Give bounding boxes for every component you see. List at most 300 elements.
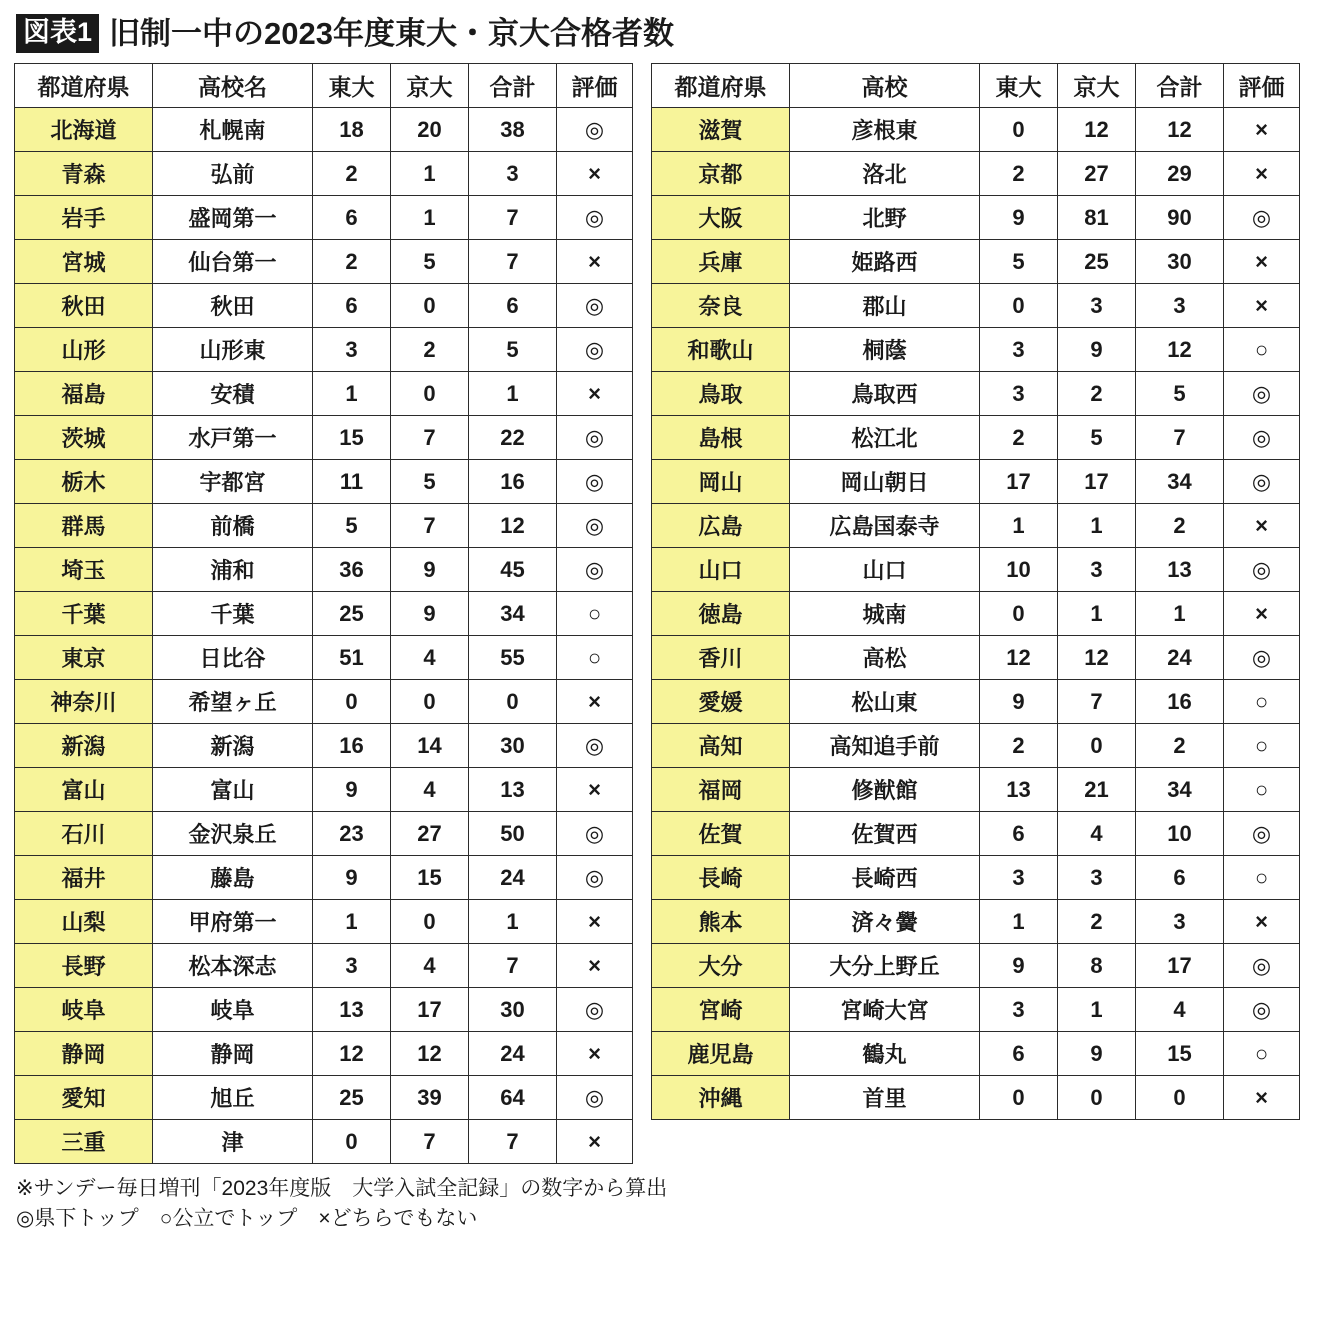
cell-school: 宇都宮 (153, 460, 313, 504)
cell-school: 城南 (790, 592, 980, 636)
cell-total: 12 (1136, 328, 1224, 372)
cell-todai: 0 (980, 108, 1058, 152)
table-row (652, 548, 1300, 592)
cell-total: 0 (469, 680, 557, 724)
cell-kyodai: 0 (1058, 724, 1136, 768)
cell-kyodai: 7 (391, 1120, 469, 1164)
cell-school: 大分上野丘 (790, 944, 980, 988)
cell-kyodai: 2 (1058, 372, 1136, 416)
cell-kyodai: 4 (391, 636, 469, 680)
cell-total: 24 (1136, 636, 1224, 680)
cell-rating: × (557, 944, 633, 988)
table-row (652, 768, 1300, 812)
table-row (15, 108, 633, 152)
cell-todai: 15 (313, 416, 391, 460)
cell-rating: ◎ (1224, 812, 1300, 856)
table-row (652, 944, 1300, 988)
cell-rating: × (1224, 152, 1300, 196)
cell-kyodai: 0 (391, 680, 469, 724)
cell-rating: ◎ (1224, 988, 1300, 1032)
cell-school: 首里 (790, 1076, 980, 1120)
cell-todai: 2 (980, 724, 1058, 768)
cell-school: 洛北 (790, 152, 980, 196)
table-row (15, 768, 633, 812)
cell-rating: × (1224, 504, 1300, 548)
table-row (652, 636, 1300, 680)
cell-prefecture: 北海道 (15, 108, 153, 152)
cell-rating: ○ (1224, 856, 1300, 900)
cell-todai: 0 (980, 284, 1058, 328)
cell-kyodai: 17 (1058, 460, 1136, 504)
footnotes (16, 1174, 1326, 1235)
column-header-rating: 評価 (1224, 64, 1300, 108)
table-header-row (652, 64, 1300, 108)
cell-prefecture: 千葉 (15, 592, 153, 636)
column-header-total: 合計 (1136, 64, 1224, 108)
cell-school: 高松 (790, 636, 980, 680)
cell-total: 24 (469, 856, 557, 900)
cell-rating: × (1224, 240, 1300, 284)
cell-kyodai: 2 (391, 328, 469, 372)
cell-total: 45 (469, 548, 557, 592)
table-row (652, 504, 1300, 548)
cell-todai: 6 (980, 812, 1058, 856)
cell-todai: 12 (313, 1032, 391, 1076)
cell-school: 仙台第一 (153, 240, 313, 284)
cell-prefecture: 福井 (15, 856, 153, 900)
cell-prefecture: 福島 (15, 372, 153, 416)
cell-rating: ○ (1224, 328, 1300, 372)
table-row (652, 1076, 1300, 1120)
table-row (15, 592, 633, 636)
table-row (15, 1032, 633, 1076)
table-row (15, 900, 633, 944)
table-row (15, 812, 633, 856)
cell-school: 安積 (153, 372, 313, 416)
cell-kyodai: 9 (391, 592, 469, 636)
cell-rating: ◎ (557, 196, 633, 240)
cell-prefecture: 広島 (652, 504, 790, 548)
cell-todai: 3 (980, 372, 1058, 416)
table-row (15, 284, 633, 328)
cell-kyodai: 0 (391, 284, 469, 328)
cell-kyodai: 9 (1058, 1032, 1136, 1076)
column-header-school: 高校名 (153, 64, 313, 108)
cell-todai: 13 (980, 768, 1058, 812)
cell-rating: ○ (557, 592, 633, 636)
cell-school: 松山東 (790, 680, 980, 724)
cell-school: 津 (153, 1120, 313, 1164)
column-header-prefecture: 都道府県 (652, 64, 790, 108)
cell-todai: 5 (980, 240, 1058, 284)
cell-rating: ○ (1224, 680, 1300, 724)
cell-total: 1 (1136, 592, 1224, 636)
cell-prefecture: 群馬 (15, 504, 153, 548)
cell-todai: 3 (313, 328, 391, 372)
cell-rating: ◎ (1224, 460, 1300, 504)
cell-kyodai: 1 (1058, 592, 1136, 636)
cell-rating: ◎ (557, 416, 633, 460)
table-row (652, 680, 1300, 724)
cell-prefecture: 青森 (15, 152, 153, 196)
cell-total: 6 (469, 284, 557, 328)
cell-rating: × (1224, 284, 1300, 328)
cell-school: 水戸第一 (153, 416, 313, 460)
cell-kyodai: 9 (391, 548, 469, 592)
cell-school: 北野 (790, 196, 980, 240)
cell-kyodai: 2 (1058, 900, 1136, 944)
cell-todai: 9 (313, 856, 391, 900)
cell-school: 秋田 (153, 284, 313, 328)
cell-kyodai: 21 (1058, 768, 1136, 812)
cell-kyodai: 5 (391, 460, 469, 504)
cell-rating: × (557, 1120, 633, 1164)
table-row (15, 196, 633, 240)
page-title: 旧制一中の2023年度東大・京大合格者数 (109, 16, 674, 51)
cell-todai: 6 (980, 1032, 1058, 1076)
cell-rating: × (557, 152, 633, 196)
cell-todai: 18 (313, 108, 391, 152)
cell-todai: 36 (313, 548, 391, 592)
cell-total: 16 (1136, 680, 1224, 724)
cell-school: 済々黌 (790, 900, 980, 944)
cell-prefecture: 茨城 (15, 416, 153, 460)
cell-total: 29 (1136, 152, 1224, 196)
table-row (652, 108, 1300, 152)
column-header-kyodai: 京大 (391, 64, 469, 108)
cell-school: 松本深志 (153, 944, 313, 988)
table-row (652, 856, 1300, 900)
cell-school: 山口 (790, 548, 980, 592)
column-header-kyodai: 京大 (1058, 64, 1136, 108)
cell-rating: ○ (557, 636, 633, 680)
cell-total: 38 (469, 108, 557, 152)
cell-total: 24 (469, 1032, 557, 1076)
cell-kyodai: 4 (1058, 812, 1136, 856)
cell-prefecture: 岡山 (652, 460, 790, 504)
cell-kyodai: 8 (1058, 944, 1136, 988)
cell-todai: 17 (980, 460, 1058, 504)
cell-school: 鳥取西 (790, 372, 980, 416)
cell-rating: ◎ (1224, 944, 1300, 988)
cell-school: 静岡 (153, 1032, 313, 1076)
cell-rating: ◎ (557, 812, 633, 856)
cell-todai: 10 (980, 548, 1058, 592)
cell-prefecture: 香川 (652, 636, 790, 680)
table-row (652, 152, 1300, 196)
cell-prefecture: 新潟 (15, 724, 153, 768)
cell-total: 30 (469, 724, 557, 768)
cell-todai: 16 (313, 724, 391, 768)
source-note: ※サンデー毎日増刊「2023年度版 大学入試全記録」の数字から算出 (16, 1177, 668, 1200)
cell-prefecture: 島根 (652, 416, 790, 460)
cell-rating: ◎ (557, 108, 633, 152)
table-row (652, 284, 1300, 328)
cell-rating: ◎ (557, 1076, 633, 1120)
column-header-todai: 東大 (980, 64, 1058, 108)
cell-school: 富山 (153, 768, 313, 812)
cell-school: 宮崎大宮 (790, 988, 980, 1032)
table-row (652, 592, 1300, 636)
cell-prefecture: 山梨 (15, 900, 153, 944)
table-right (651, 63, 1300, 1120)
cell-rating: ◎ (1224, 416, 1300, 460)
cell-total: 34 (1136, 460, 1224, 504)
cell-total: 22 (469, 416, 557, 460)
cell-rating: × (1224, 1076, 1300, 1120)
cell-total: 3 (1136, 900, 1224, 944)
table-row (652, 372, 1300, 416)
cell-total: 7 (469, 1120, 557, 1164)
cell-kyodai: 81 (1058, 196, 1136, 240)
cell-school: 山形東 (153, 328, 313, 372)
cell-total: 1 (469, 900, 557, 944)
table-row (15, 240, 633, 284)
cell-todai: 51 (313, 636, 391, 680)
cell-todai: 2 (313, 240, 391, 284)
cell-rating: × (1224, 900, 1300, 944)
cell-school: 桐蔭 (790, 328, 980, 372)
cell-prefecture: 鹿児島 (652, 1032, 790, 1076)
cell-rating: ◎ (557, 548, 633, 592)
cell-rating: × (557, 372, 633, 416)
cell-kyodai: 27 (1058, 152, 1136, 196)
table-left (14, 63, 633, 1164)
cell-kyodai: 5 (391, 240, 469, 284)
cell-total: 1 (469, 372, 557, 416)
cell-school: 千葉 (153, 592, 313, 636)
cell-kyodai: 39 (391, 1076, 469, 1120)
cell-school: 高知追手前 (790, 724, 980, 768)
table-row (652, 724, 1300, 768)
cell-kyodai: 4 (391, 768, 469, 812)
cell-prefecture: 秋田 (15, 284, 153, 328)
figure-number-badge: 図表1 (16, 14, 99, 53)
cell-prefecture: 高知 (652, 724, 790, 768)
cell-prefecture: 鳥取 (652, 372, 790, 416)
cell-todai: 6 (313, 284, 391, 328)
table-row (15, 680, 633, 724)
cell-todai: 9 (980, 196, 1058, 240)
cell-todai: 2 (980, 416, 1058, 460)
cell-kyodai: 12 (1058, 636, 1136, 680)
table-row (652, 460, 1300, 504)
cell-kyodai: 3 (1058, 548, 1136, 592)
cell-kyodai: 12 (1058, 108, 1136, 152)
table-row (15, 988, 633, 1032)
cell-total: 7 (469, 944, 557, 988)
cell-kyodai: 27 (391, 812, 469, 856)
table-row (15, 504, 633, 548)
cell-school: 浦和 (153, 548, 313, 592)
cell-school: 前橋 (153, 504, 313, 548)
cell-kyodai: 25 (1058, 240, 1136, 284)
cell-rating: ◎ (1224, 196, 1300, 240)
cell-total: 0 (1136, 1076, 1224, 1120)
cell-rating: × (1224, 592, 1300, 636)
cell-rating: × (557, 240, 633, 284)
cell-prefecture: 大阪 (652, 196, 790, 240)
cell-school: 郡山 (790, 284, 980, 328)
cell-prefecture: 沖縄 (652, 1076, 790, 1120)
cell-todai: 3 (980, 856, 1058, 900)
table-row (652, 900, 1300, 944)
cell-school: 旭丘 (153, 1076, 313, 1120)
cell-prefecture: 徳島 (652, 592, 790, 636)
column-header-todai: 東大 (313, 64, 391, 108)
cell-rating: × (1224, 108, 1300, 152)
table-row (15, 328, 633, 372)
cell-prefecture: 兵庫 (652, 240, 790, 284)
cell-school: 広島国泰寺 (790, 504, 980, 548)
cell-todai: 0 (980, 1076, 1058, 1120)
table-row (15, 856, 633, 900)
cell-school: 甲府第一 (153, 900, 313, 944)
cell-total: 7 (1136, 416, 1224, 460)
cell-prefecture: 京都 (652, 152, 790, 196)
cell-prefecture: 富山 (15, 768, 153, 812)
cell-school: 岡山朝日 (790, 460, 980, 504)
cell-rating: ◎ (1224, 548, 1300, 592)
cell-todai: 2 (980, 152, 1058, 196)
cell-total: 55 (469, 636, 557, 680)
cell-kyodai: 5 (1058, 416, 1136, 460)
cell-prefecture: 長野 (15, 944, 153, 988)
cell-rating: × (557, 1032, 633, 1076)
cell-kyodai: 4 (391, 944, 469, 988)
cell-prefecture: 熊本 (652, 900, 790, 944)
cell-kyodai: 15 (391, 856, 469, 900)
cell-todai: 1 (313, 372, 391, 416)
column-header-prefecture: 都道府県 (15, 64, 153, 108)
cell-prefecture: 石川 (15, 812, 153, 856)
cell-total: 12 (1136, 108, 1224, 152)
cell-kyodai: 1 (1058, 504, 1136, 548)
cell-todai: 9 (313, 768, 391, 812)
cell-todai: 0 (980, 592, 1058, 636)
cell-school: 日比谷 (153, 636, 313, 680)
table-row (15, 724, 633, 768)
table-row (652, 988, 1300, 1032)
cell-todai: 12 (980, 636, 1058, 680)
cell-prefecture: 宮城 (15, 240, 153, 284)
table-row (15, 460, 633, 504)
cell-rating: ◎ (1224, 636, 1300, 680)
cell-kyodai: 1 (391, 196, 469, 240)
cell-rating: × (557, 680, 633, 724)
cell-kyodai: 20 (391, 108, 469, 152)
cell-kyodai: 3 (1058, 856, 1136, 900)
cell-prefecture: 山形 (15, 328, 153, 372)
cell-kyodai: 1 (391, 152, 469, 196)
cell-prefecture: 愛媛 (652, 680, 790, 724)
cell-total: 17 (1136, 944, 1224, 988)
cell-todai: 25 (313, 592, 391, 636)
cell-kyodai: 9 (1058, 328, 1136, 372)
table-row (15, 636, 633, 680)
cell-rating: ◎ (557, 328, 633, 372)
cell-total: 15 (1136, 1032, 1224, 1076)
cell-todai: 0 (313, 1120, 391, 1164)
cell-rating: ◎ (557, 856, 633, 900)
column-header-school: 高校 (790, 64, 980, 108)
cell-prefecture: 岐阜 (15, 988, 153, 1032)
table-header-row (15, 64, 633, 108)
figure-title (16, 14, 1326, 53)
cell-kyodai: 0 (1058, 1076, 1136, 1120)
cell-prefecture: 大分 (652, 944, 790, 988)
cell-school: 岐阜 (153, 988, 313, 1032)
table-row (652, 328, 1300, 372)
cell-prefecture: 東京 (15, 636, 153, 680)
cell-total: 5 (1136, 372, 1224, 416)
table-row (15, 152, 633, 196)
cell-prefecture: 山口 (652, 548, 790, 592)
cell-total: 13 (1136, 548, 1224, 592)
cell-prefecture: 滋賀 (652, 108, 790, 152)
cell-total: 2 (1136, 724, 1224, 768)
cell-kyodai: 1 (1058, 988, 1136, 1032)
cell-total: 30 (469, 988, 557, 1032)
cell-kyodai: 7 (391, 504, 469, 548)
table-row (652, 196, 1300, 240)
cell-total: 64 (469, 1076, 557, 1120)
cell-todai: 3 (313, 944, 391, 988)
cell-total: 3 (469, 152, 557, 196)
cell-kyodai: 12 (391, 1032, 469, 1076)
cell-rating: ◎ (557, 504, 633, 548)
cell-kyodai: 7 (1058, 680, 1136, 724)
cell-todai: 1 (980, 900, 1058, 944)
cell-rating: ◎ (557, 284, 633, 328)
cell-school: 金沢泉丘 (153, 812, 313, 856)
cell-todai: 6 (313, 196, 391, 240)
cell-kyodai: 17 (391, 988, 469, 1032)
cell-todai: 11 (313, 460, 391, 504)
cell-school: 希望ヶ丘 (153, 680, 313, 724)
cell-todai: 23 (313, 812, 391, 856)
cell-total: 12 (469, 504, 557, 548)
cell-total: 3 (1136, 284, 1224, 328)
cell-todai: 1 (980, 504, 1058, 548)
cell-school: 彦根東 (790, 108, 980, 152)
cell-school: 松江北 (790, 416, 980, 460)
table-row (15, 1120, 633, 1164)
cell-kyodai: 0 (391, 372, 469, 416)
table-row (652, 812, 1300, 856)
cell-school: 藤島 (153, 856, 313, 900)
cell-prefecture: 三重 (15, 1120, 153, 1164)
cell-school: 盛岡第一 (153, 196, 313, 240)
cell-total: 34 (1136, 768, 1224, 812)
cell-school: 弘前 (153, 152, 313, 196)
cell-prefecture: 長崎 (652, 856, 790, 900)
cell-rating: ○ (1224, 768, 1300, 812)
table-row (652, 416, 1300, 460)
cell-todai: 9 (980, 680, 1058, 724)
cell-todai: 5 (313, 504, 391, 548)
cell-prefecture: 和歌山 (652, 328, 790, 372)
cell-prefecture: 福岡 (652, 768, 790, 812)
cell-total: 34 (469, 592, 557, 636)
cell-prefecture: 神奈川 (15, 680, 153, 724)
cell-rating: × (557, 900, 633, 944)
cell-prefecture: 静岡 (15, 1032, 153, 1076)
cell-total: 4 (1136, 988, 1224, 1032)
cell-rating: × (557, 768, 633, 812)
table-row (652, 1032, 1300, 1076)
column-header-rating: 評価 (557, 64, 633, 108)
